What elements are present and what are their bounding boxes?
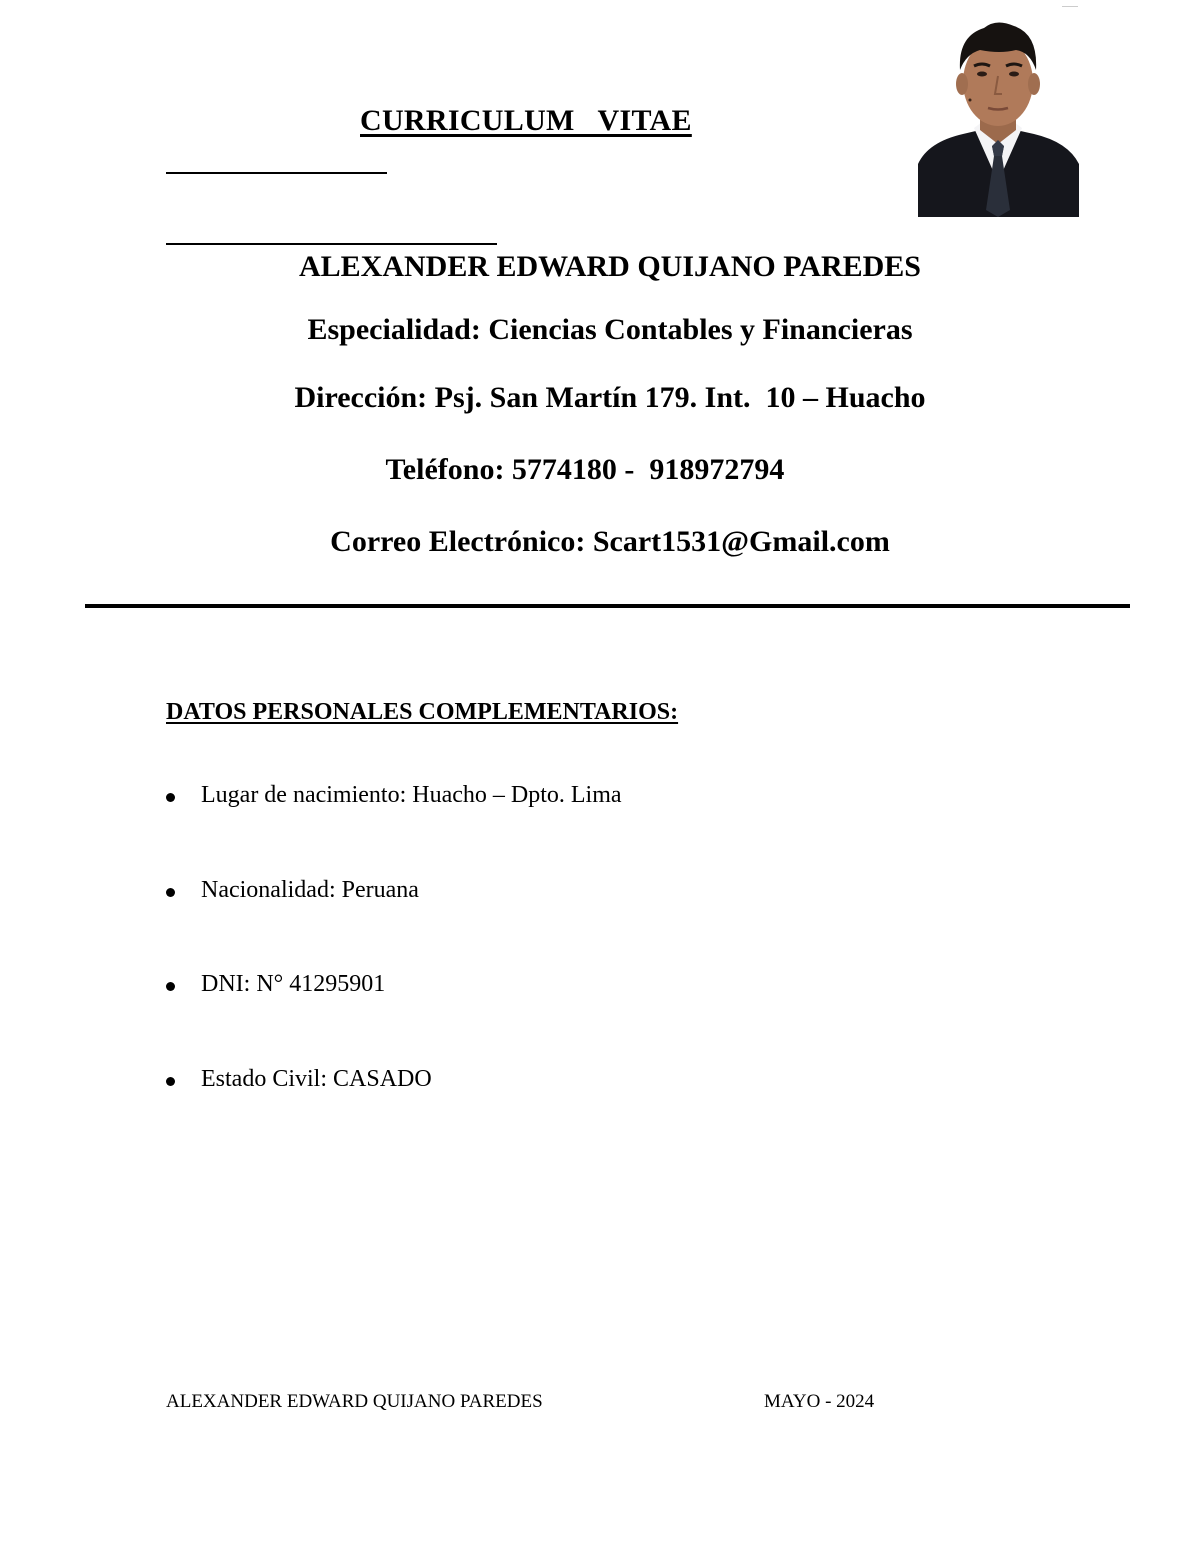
personal-data-heading: DATOS PERSONALES COMPLEMENTARIOS: — [166, 699, 679, 725]
address-line: Dirección: Psj. San Martín 179. Int. 10 – Huacho — [294, 381, 926, 414]
candidate-name: ALEXANDER EDWARD QUIJANO PAREDES — [298, 250, 921, 283]
corner-mark — [1062, 6, 1078, 7]
list-item — [166, 971, 386, 1066]
phone-line: Teléfono: 5774180 - 918972794 — [385, 453, 785, 486]
portrait-photo — [918, 14, 1079, 217]
list-item — [166, 1065, 432, 1161]
document-title: CURRICULUM VITAE — [360, 104, 692, 137]
title-rule-long — [166, 243, 497, 245]
footer-date: MAYO - 2024 — [764, 1391, 875, 1412]
title-rule-short — [166, 172, 387, 174]
list-item — [166, 876, 419, 972]
list-item — [166, 782, 622, 877]
bullet-dot-icon — [166, 1077, 175, 1086]
birthplace-text: Lugar de nacimiento: Huacho – Dpto. Lima — [201, 782, 622, 808]
bullet-dot-icon — [166, 888, 175, 897]
personal-data-list — [166, 782, 622, 1160]
bullet-dot-icon — [166, 982, 175, 991]
bullet-dot-icon — [166, 793, 175, 802]
email-line: Correo Electrónico: Scart1531@Gmail.com — [330, 525, 890, 558]
section-divider — [85, 604, 1130, 608]
dni-text: DNI: N° 41295901 — [201, 971, 386, 997]
specialty-line: Especialidad: Ciencias Contables y Financieras — [307, 313, 913, 346]
footer-name: ALEXANDER EDWARD QUIJANO PAREDES — [166, 1391, 543, 1412]
marital-status-text: Estado Civil: CASADO — [201, 1065, 432, 1092]
nationality-text: Nacionalidad: Peruana — [201, 876, 419, 903]
